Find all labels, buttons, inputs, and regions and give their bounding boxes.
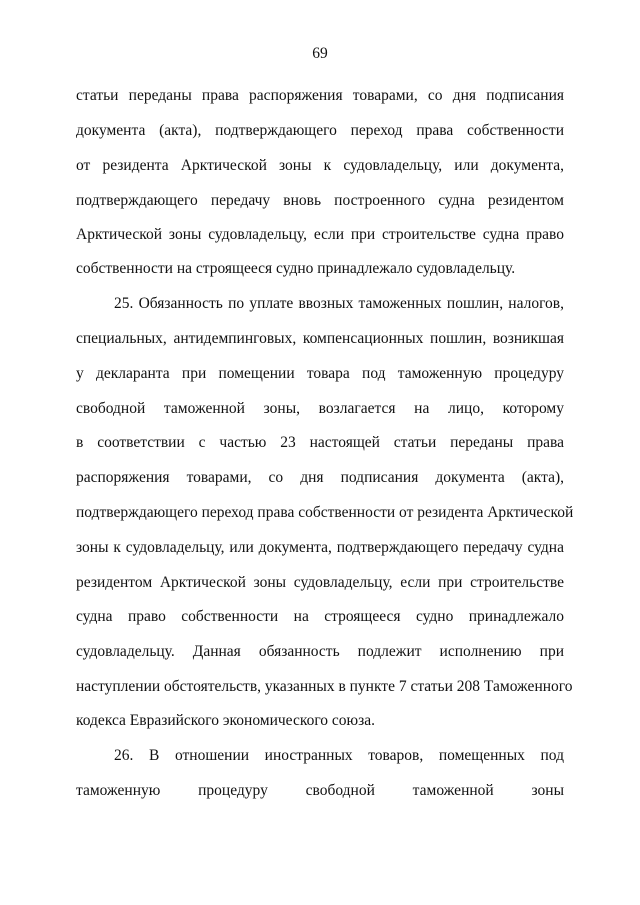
text-line: документа (акта), подтверждающего переход права собственности	[76, 122, 564, 139]
text-line: подтверждающего передачу вновь построенного судна резидентом	[76, 192, 564, 209]
text-line: собственности на строящееся судно принадлежало судовладельцу.	[76, 260, 516, 277]
text-line: судна право собственности на строящееся судно принадлежало	[76, 608, 564, 625]
text-line: таможенную процедуру свободной таможенной зоны	[76, 782, 564, 799]
text-line: зоны к судовладельцу, или документа, подтверждающего передачу судна	[76, 539, 564, 556]
paragraph-26-first-line: 26. В отношении иностранных товаров, помещенных под	[114, 747, 564, 764]
text-line: распоряжения товарами, со дня подписания документа (акта),	[76, 469, 564, 486]
text-line: Арктической зоны судовладельцу, если при строительстве судна право	[76, 226, 564, 243]
text-line: от резидента Арктической зоны к судовладельцу, или документа,	[76, 157, 564, 174]
text-line: специальных, антидемпинговых, компенсационных пошлин, возникшая	[76, 330, 564, 347]
text-line: в соответствии с частью 23 настоящей статьи переданы права	[76, 434, 564, 451]
text-line: кодекса Евразийского экономического союза.	[76, 712, 375, 729]
text-line: подтверждающего переход права собственности от резидента Арктической	[76, 504, 574, 521]
text-line: у декларанта при помещении товара под таможенную процедуру	[76, 365, 564, 382]
text-line: наступлении обстоятельств, указанных в пункте 7 статьи 208 Таможенного	[76, 678, 573, 695]
text-line: статьи переданы права распоряжения товарами, со дня подписания	[76, 87, 564, 104]
paragraph-25-first-line: 25. Обязанность по уплате ввозных таможенных пошлин, налогов,	[114, 295, 564, 312]
text-line: свободной таможенной зоны, возлагается на лицо, которому	[76, 400, 564, 417]
text-line: судовладельцу. Данная обязанность подлежит исполнению при	[76, 643, 564, 660]
page-number: 69	[312, 45, 328, 62]
text-line: резидентом Арктической зоны судовладельцу, если при строительстве	[76, 574, 564, 591]
